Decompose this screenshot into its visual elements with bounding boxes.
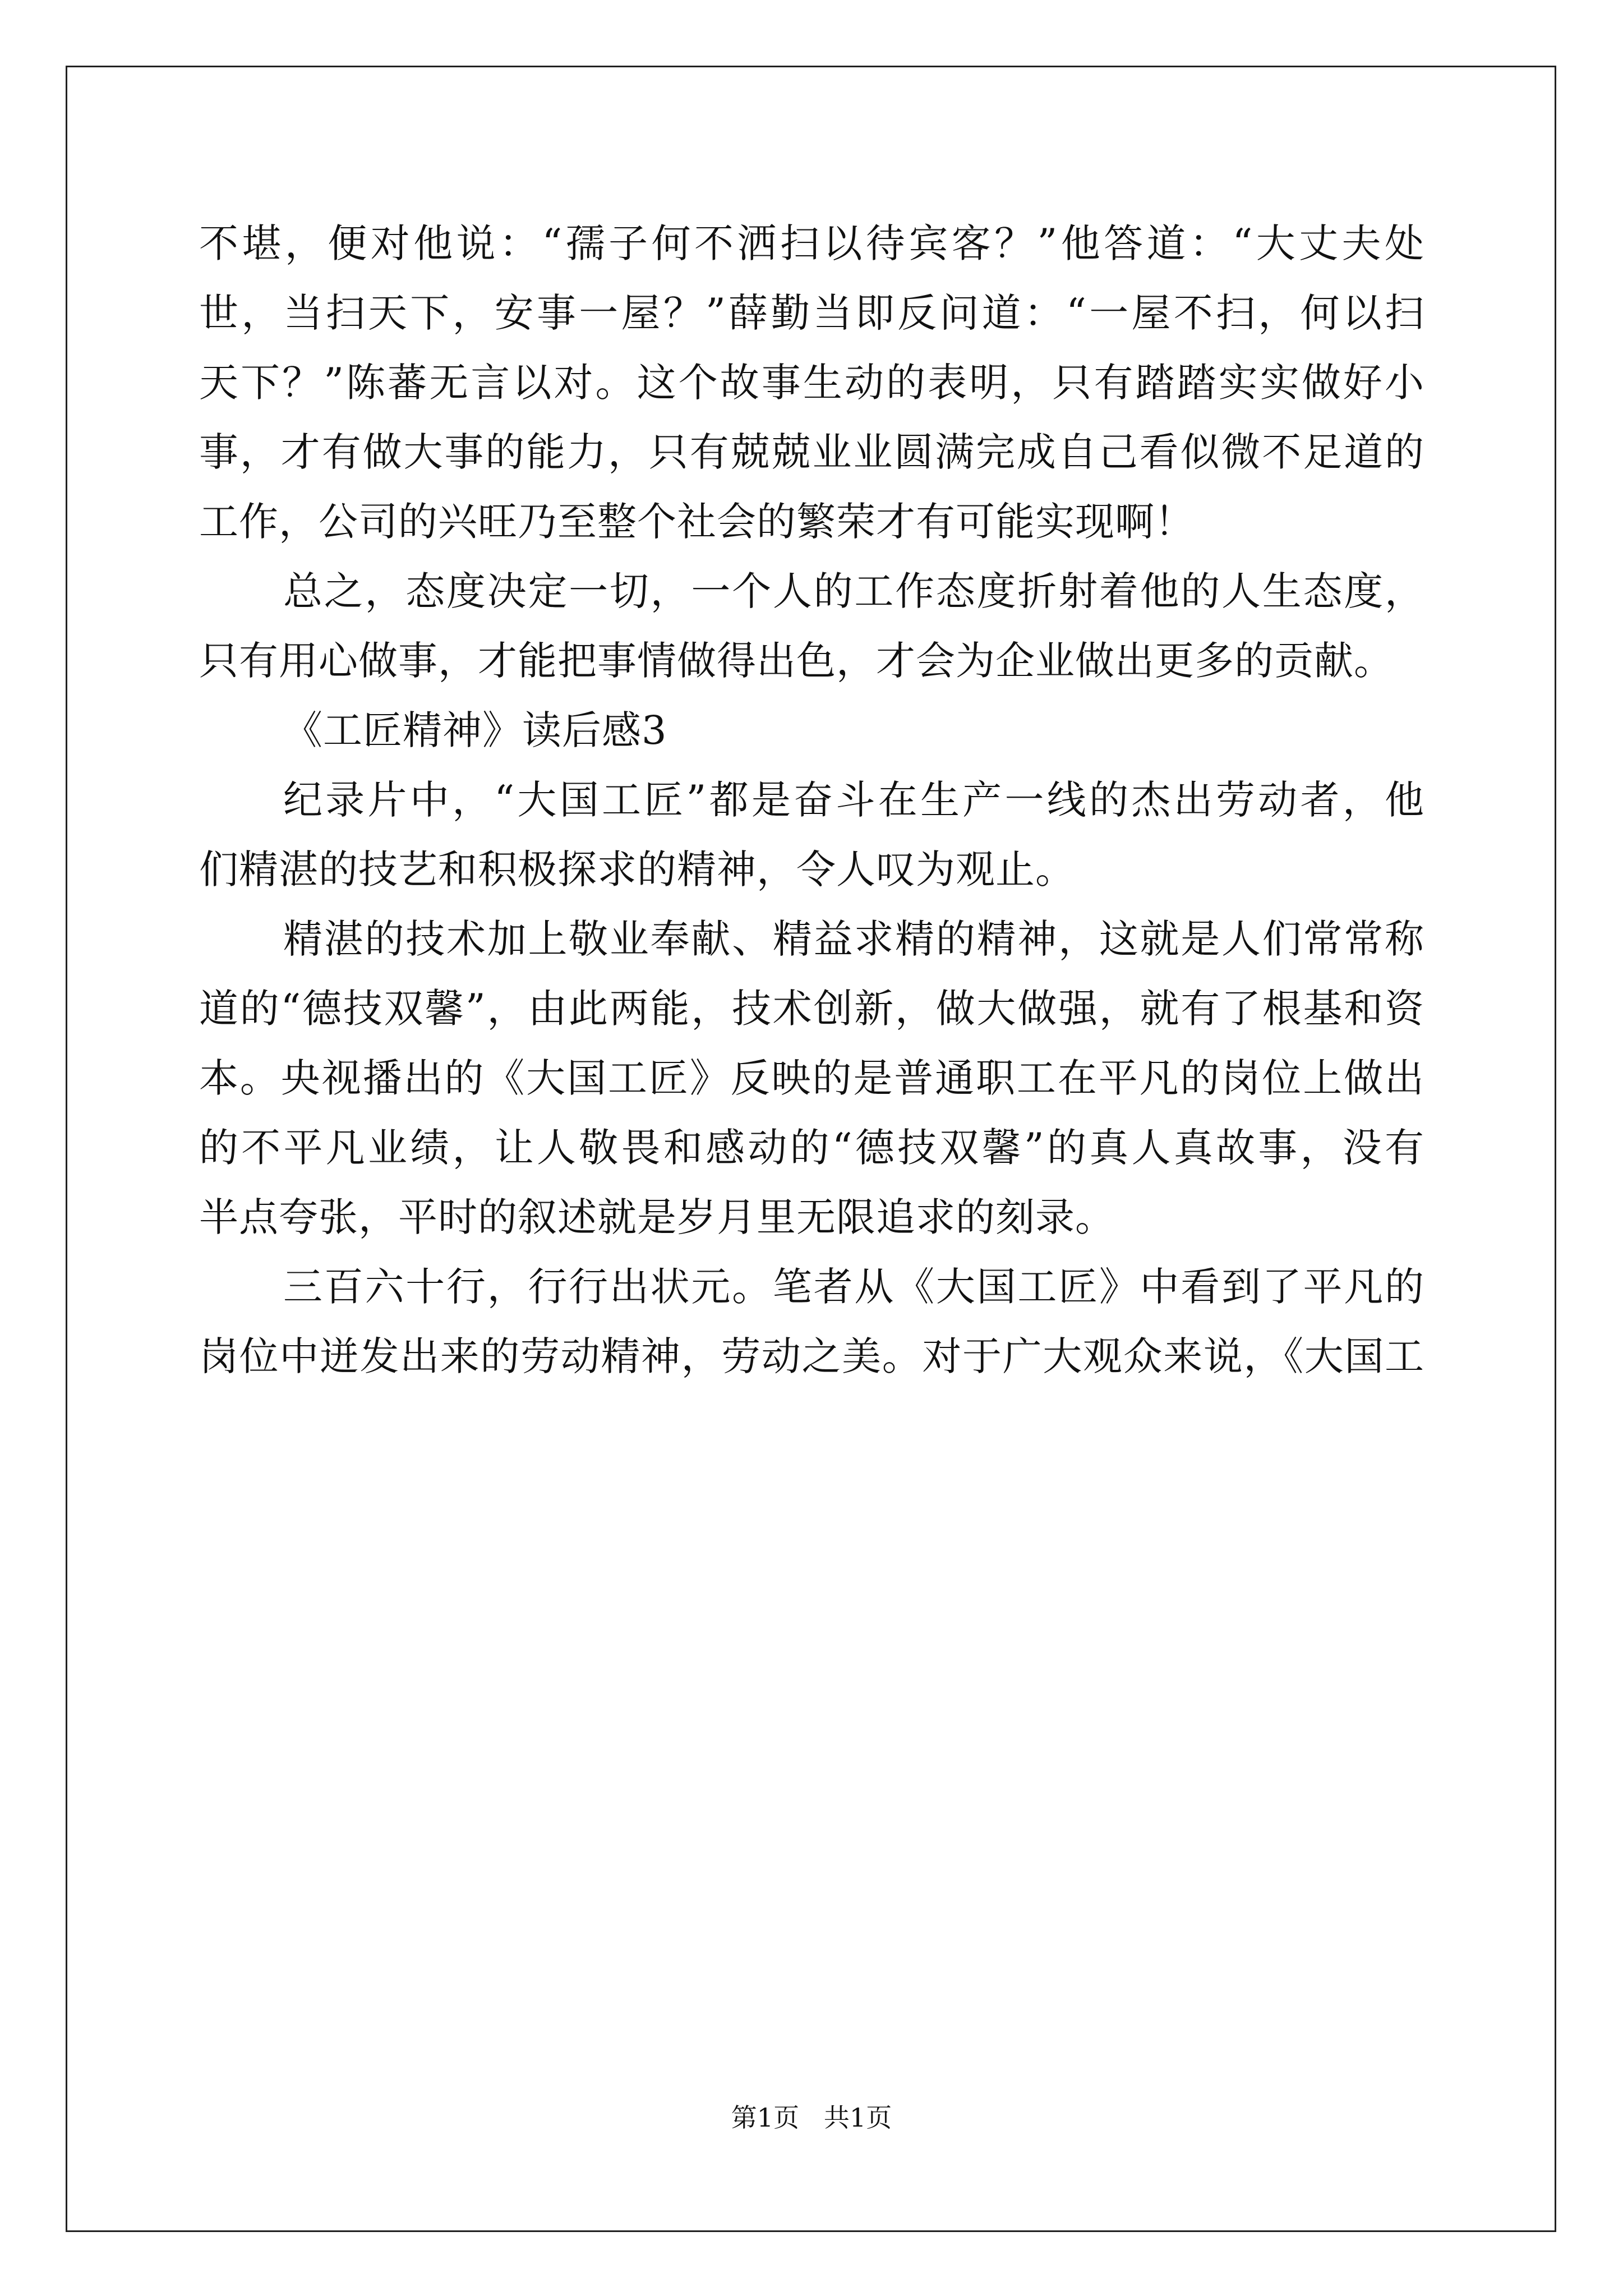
text-line: 只有用心做事，才能把事情做得出色，才会为企业做出更多的贡献。: [199, 638, 1394, 684]
text-line: 本。央视播出的《大国工匠》反映的是普通职工在平凡的岗位上做出: [199, 1055, 1424, 1101]
text-line: 道的“德技双馨”，由此两能，技术创新，做大做强，就有了根基和资: [199, 986, 1424, 1032]
text-line: 的不平凡业绩，让人敬畏和感动的“德技双馨”的真人真故事，没有: [199, 1125, 1424, 1171]
paragraph-first-line: 总之，态度决定一切，一个人的工作态度折射着他的人生态度，: [283, 568, 1424, 614]
text-line: 工作，公司的兴旺乃至整个社会的繁荣才有可能实现啊！: [199, 499, 1195, 545]
text-line: 岗位中迸发出来的劳动精神，劳动之美。对于广大观众来说，《大国工: [199, 1333, 1424, 1379]
section-heading: 《工匠精神》读后感3: [283, 707, 667, 753]
text-line: 天下？”陈蕃无言以对。这个故事生动的表明，只有踏踏实实做好小: [199, 360, 1424, 406]
text-line: 事，才有做大事的能力，只有兢兢业业圆满完成自己看似微不足道的: [199, 429, 1424, 475]
text-line: 不堪，便对他说：“孺子何不洒扫以待宾客？”他答道：“大丈夫处: [199, 220, 1424, 266]
text-line: 半点夸张，平时的叙述就是岁月里无限追求的刻录。: [199, 1194, 1115, 1240]
paragraph-first-line: 三百六十行，行行出状元。笔者从《大国工匠》中看到了平凡的: [283, 1264, 1424, 1310]
paragraph-first-line: 精湛的技术加上敬业奉献、精益求精的精神，这就是人们常常称: [283, 916, 1424, 962]
text-line: 们精湛的技艺和积极探求的精神，令人叹为观止。: [199, 846, 1075, 892]
paragraph-first-line: 纪录片中，“大国工匠”都是奋斗在生产一线的杰出劳动者，他: [283, 777, 1424, 823]
page-footer: 第1页 共1页: [731, 2102, 892, 2133]
text-line: 世，当扫天下，安事一屋？”薛勤当即反问道：“一屋不扫，何以扫: [199, 290, 1424, 336]
